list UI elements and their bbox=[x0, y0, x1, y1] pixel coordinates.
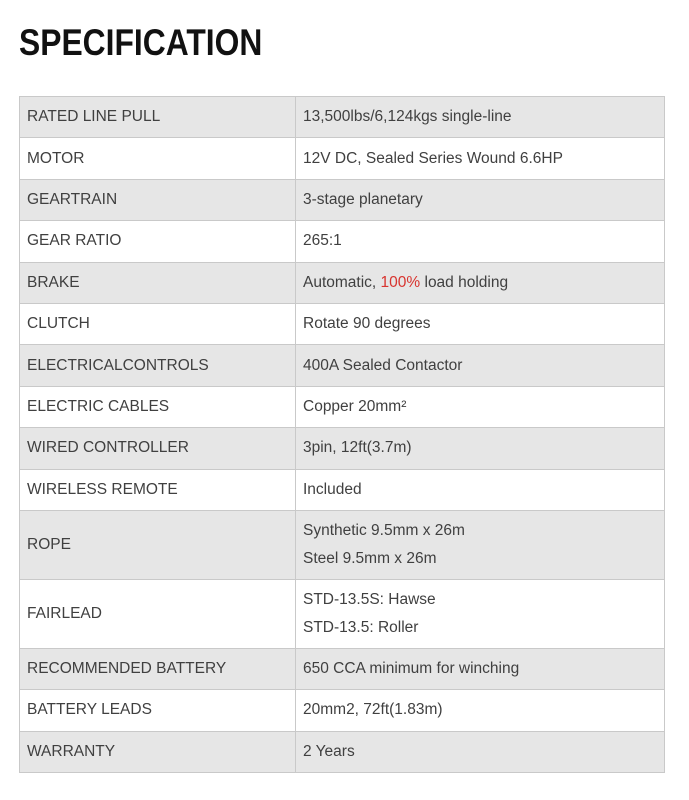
spec-value: 12V DC, Sealed Series Wound 6.6HP bbox=[296, 138, 665, 179]
spec-label: GEAR RATIO bbox=[20, 221, 296, 262]
spec-label: WIRED CONTROLLER bbox=[20, 428, 296, 469]
spec-label: CLUTCH bbox=[20, 303, 296, 344]
spec-label: ROPE bbox=[20, 510, 296, 579]
table-row bbox=[20, 579, 665, 648]
value-line: STD-13.5: Roller bbox=[303, 618, 419, 636]
spec-value: 400A Sealed Contactor bbox=[296, 345, 665, 386]
spec-value: 13,500lbs/6,124kgs single-line bbox=[296, 97, 665, 138]
spec-label: BATTERY LEADS bbox=[20, 690, 296, 731]
table-row bbox=[20, 179, 665, 220]
spec-label: RATED LINE PULL bbox=[20, 97, 296, 138]
spec-value bbox=[296, 510, 665, 579]
spec-label: WARRANTY bbox=[20, 731, 296, 772]
spec-label: BRAKE bbox=[20, 262, 296, 303]
spec-value bbox=[296, 262, 665, 303]
spec-label: ELECTRICALCONTROLS bbox=[20, 345, 296, 386]
spec-value: 3pin, 12ft(3.7m) bbox=[296, 428, 665, 469]
table-row bbox=[20, 510, 665, 579]
value-text: load holding bbox=[420, 273, 509, 291]
value-line: STD-13.5S: Hawse bbox=[303, 590, 436, 608]
spec-label: ELECTRIC CABLES bbox=[20, 386, 296, 427]
spec-value: 20mm2, 72ft(1.83m) bbox=[296, 690, 665, 731]
spec-label: RECOMMENDED BATTERY bbox=[20, 648, 296, 689]
spec-label: FAIRLEAD bbox=[20, 579, 296, 648]
spec-value: Copper 20mm² bbox=[296, 386, 665, 427]
table-row bbox=[20, 262, 665, 303]
table-row bbox=[20, 690, 665, 731]
table-row bbox=[20, 428, 665, 469]
spec-value: 650 CCA minimum for winching bbox=[296, 648, 665, 689]
table-row bbox=[20, 303, 665, 344]
spec-value: Included bbox=[296, 469, 665, 510]
spec-value: 2 Years bbox=[296, 731, 665, 772]
page-title: SPECIFICATION bbox=[19, 22, 263, 63]
spec-value bbox=[296, 579, 665, 648]
spec-label: MOTOR bbox=[20, 138, 296, 179]
spec-value: 265:1 bbox=[296, 221, 665, 262]
value-line: Steel 9.5mm x 26m bbox=[303, 549, 437, 567]
spec-label: GEARTRAIN bbox=[20, 179, 296, 220]
table-row bbox=[20, 648, 665, 689]
spec-value: Rotate 90 degrees bbox=[296, 303, 665, 344]
table-row bbox=[20, 345, 665, 386]
table-row bbox=[20, 469, 665, 510]
spec-value: 3-stage planetary bbox=[296, 179, 665, 220]
highlight-text: 100% bbox=[380, 273, 421, 291]
table-row bbox=[20, 97, 665, 138]
value-line: Synthetic 9.5mm x 26m bbox=[303, 521, 465, 539]
spec-label: WIRELESS REMOTE bbox=[20, 469, 296, 510]
table-row bbox=[20, 138, 665, 179]
table-row bbox=[20, 386, 665, 427]
table-row bbox=[20, 221, 665, 262]
table-row bbox=[20, 731, 665, 772]
specification-table bbox=[19, 96, 665, 773]
value-text: Automatic, bbox=[303, 273, 381, 291]
